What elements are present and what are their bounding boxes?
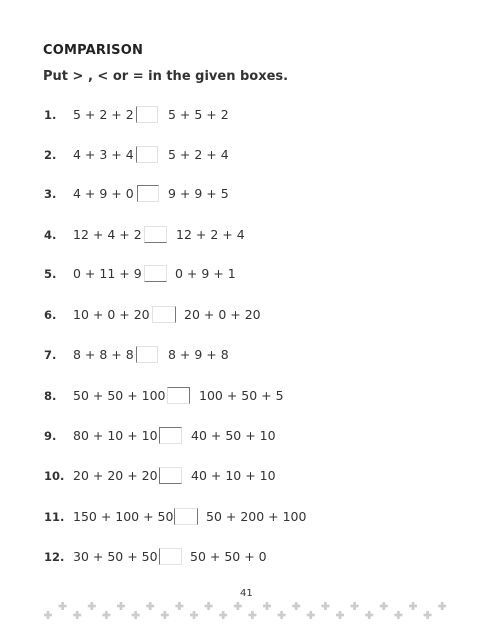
problem-row [0,427,495,447]
right-expression: 8 + 9 + 8 [168,347,229,362]
plus-sign-icon [132,611,140,619]
problem-number: 3. [44,187,57,201]
plus-sign-icon [234,602,242,610]
plus-sign-icon [146,602,154,610]
left-expression: 150 + 100 + 50 [73,509,174,524]
left-expression: 80 + 10 + 10 [73,428,158,443]
left-expression: 4 + 3 + 4 [73,147,134,162]
answer-box[interactable] [152,306,176,323]
problem-number: 5. [44,267,57,281]
right-expression: 5 + 2 + 4 [168,147,229,162]
plus-sign-icon [102,611,110,619]
left-expression: 10 + 0 + 20 [73,307,150,322]
problem-row [0,226,495,246]
left-expression: 8 + 8 + 8 [73,347,134,362]
left-expression: 12 + 4 + 2 [73,227,142,242]
plus-sign-icon [292,602,300,610]
answer-box[interactable] [136,106,158,123]
plus-sign-icon [321,602,329,610]
left-expression: 20 + 20 + 20 [73,468,158,483]
problem-row [0,106,495,126]
plus-sign-icon [424,611,432,619]
plus-sign-icon [365,611,373,619]
plus-sign-icon [263,602,271,610]
worksheet-instruction: Put > , < or = in the given boxes. [43,69,289,84]
problem-row [0,346,495,366]
plus-sign-icon [117,602,125,610]
problem-row [0,548,495,568]
answer-box[interactable] [159,548,182,565]
left-expression: 50 + 50 + 100 [73,388,166,403]
left-expression: 30 + 50 + 50 [73,549,158,564]
problem-number: 2. [44,148,57,162]
right-expression: 12 + 2 + 4 [176,227,245,242]
right-expression: 100 + 50 + 5 [199,388,284,403]
plus-sign-icon [409,602,417,610]
problem-number: 11. [44,510,65,524]
plus-sign-icon [88,602,96,610]
answer-box[interactable] [136,146,158,163]
answer-box[interactable] [159,427,182,444]
plus-sign-icon [336,611,344,619]
plus-sign-icon [73,611,81,619]
problem-number: 10. [44,469,65,483]
problem-row [0,306,495,326]
worksheet-heading: COMPARISON [43,43,144,58]
plus-sign-icon [351,602,359,610]
left-expression: 4 + 9 + 0 [73,186,134,201]
right-expression: 0 + 9 + 1 [175,266,236,281]
problem-number: 4. [44,228,57,242]
answer-box[interactable] [137,185,159,202]
right-expression: 50 + 200 + 100 [206,509,307,524]
plus-sign-icon [219,611,227,619]
problem-row [0,467,495,487]
page-number: 41 [240,588,253,599]
problem-number: 8. [44,389,57,403]
problem-row [0,265,495,285]
problem-number: 12. [44,550,65,564]
right-expression: 20 + 0 + 20 [184,307,261,322]
answer-box[interactable] [144,226,167,243]
plus-sign-icon [278,611,286,619]
plus-sign-icon [59,602,67,610]
problem-number: 9. [44,429,57,443]
plus-sign-icon [394,611,402,619]
right-expression: 40 + 10 + 10 [191,468,276,483]
plus-sign-icon [307,611,315,619]
answer-box[interactable] [174,508,198,525]
problem-row [0,508,495,528]
problem-number: 7. [44,348,57,362]
plus-sign-icon [380,602,388,610]
right-expression: 40 + 50 + 10 [191,428,276,443]
left-expression: 5 + 2 + 2 [73,107,134,122]
problem-row [0,185,495,205]
right-expression: 5 + 5 + 2 [168,107,229,122]
problem-row [0,387,495,407]
answer-box[interactable] [136,346,158,363]
plus-border-pattern [40,598,460,624]
answer-box[interactable] [144,265,167,282]
problem-number: 1. [44,108,57,122]
problem-row [0,146,495,166]
right-expression: 50 + 50 + 0 [190,549,267,564]
plus-sign-icon [190,611,198,619]
right-expression: 9 + 9 + 5 [168,186,229,201]
plus-sign-icon [438,602,446,610]
plus-sign-icon [248,611,256,619]
answer-box[interactable] [159,467,182,484]
plus-sign-icon [161,611,169,619]
plus-sign-icon [175,602,183,610]
answer-box[interactable] [167,387,190,404]
problem-number: 6. [44,308,57,322]
left-expression: 0 + 11 + 9 [73,266,142,281]
plus-sign-icon [205,602,213,610]
plus-sign-icon [44,611,52,619]
